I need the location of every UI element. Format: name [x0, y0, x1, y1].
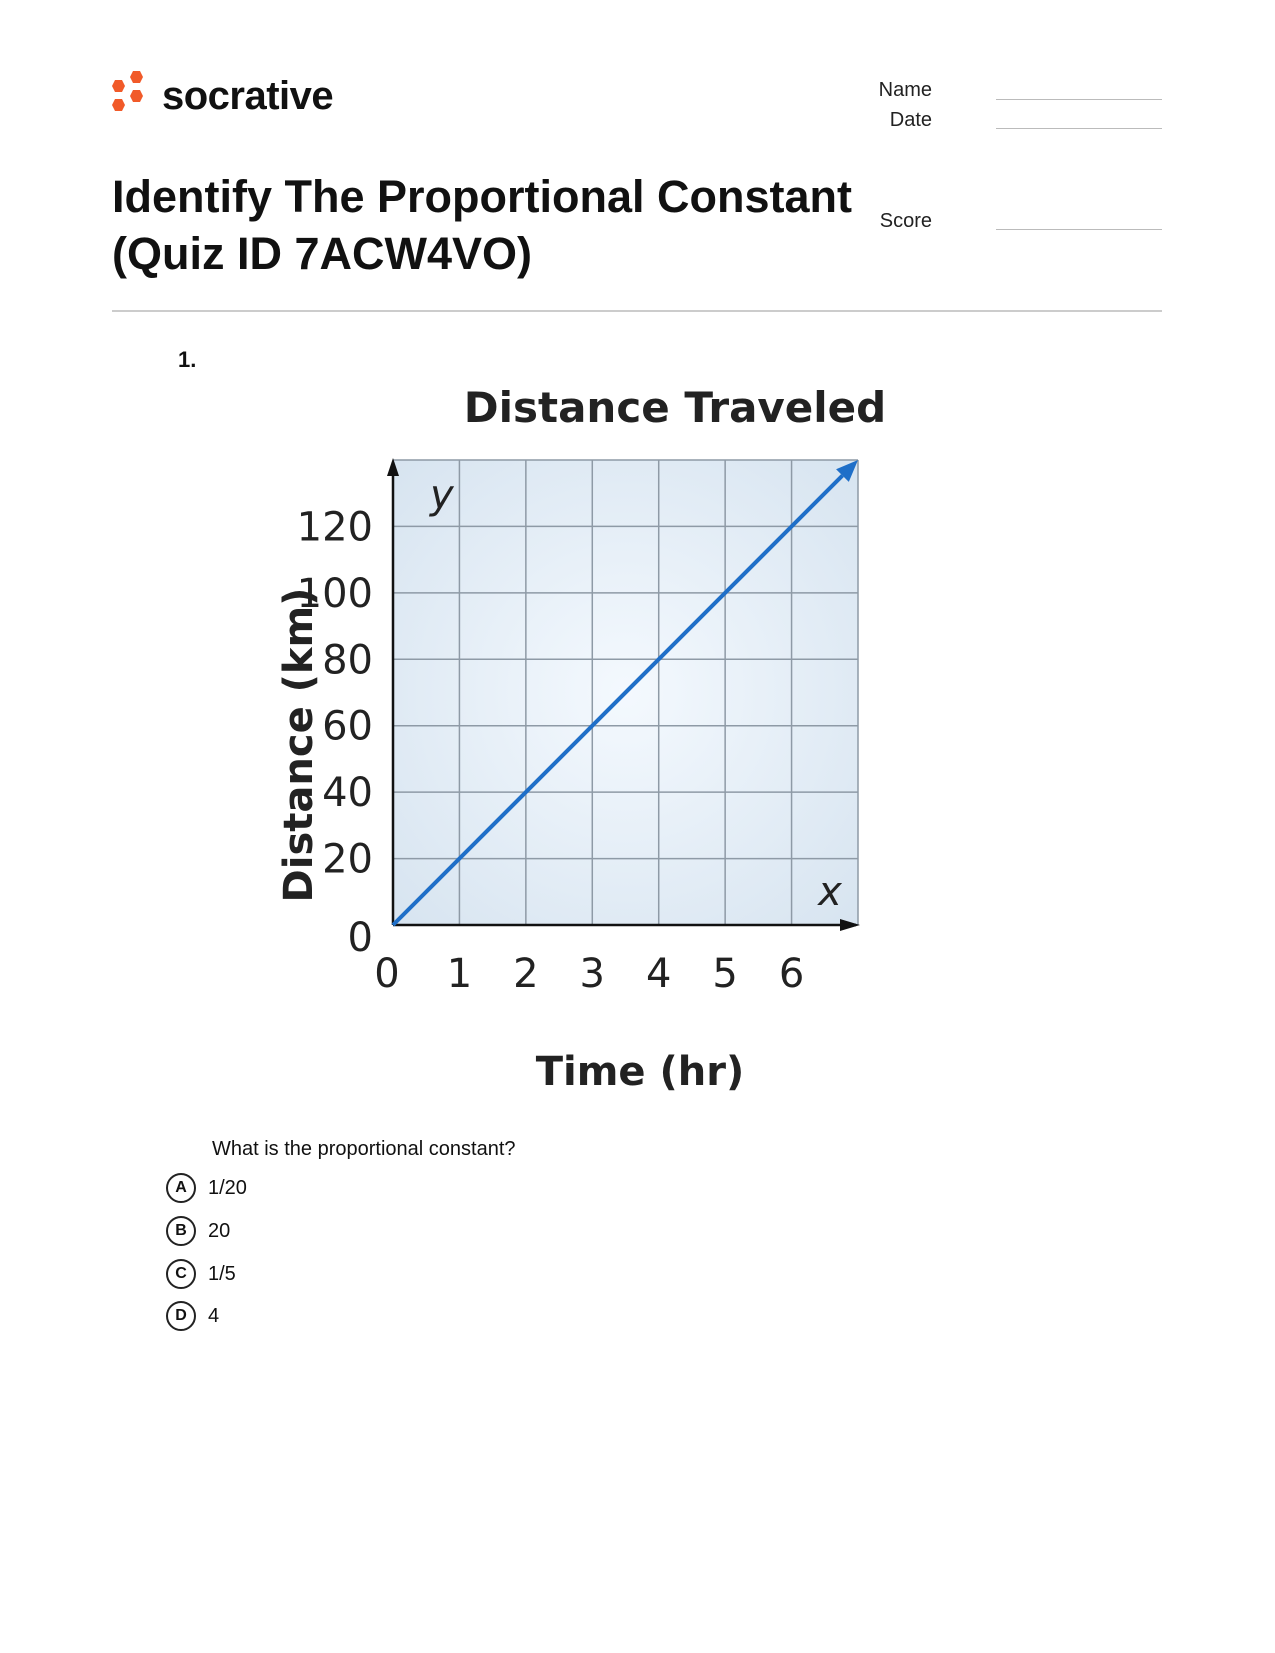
answer-option-d[interactable]	[166, 1301, 219, 1331]
option-text: 4	[208, 1304, 220, 1327]
answer-option-c[interactable]	[166, 1259, 236, 1289]
brand-name: socrative	[162, 74, 334, 118]
y-tick-label: 20	[322, 836, 373, 883]
option-text: 20	[208, 1219, 231, 1242]
answer-option-b[interactable]	[166, 1216, 230, 1246]
page-title: Identify The Proportional Constant (Quiz ID 7ACW4VO)	[112, 171, 852, 279]
y-tick-label: 120	[296, 504, 373, 551]
option-letter-bubble[interactable]: D	[166, 1301, 196, 1331]
x-tick-label: 0	[374, 951, 400, 997]
option-text: 1/5	[208, 1262, 236, 1285]
x-variable-label: x	[818, 869, 842, 915]
y-axis-label: Distance (km)	[276, 587, 322, 903]
option-letter-bubble[interactable]: A	[166, 1173, 196, 1203]
x-tick-label: 2	[513, 951, 539, 997]
date-label: Date	[889, 109, 932, 131]
y-tick-label: 60	[322, 703, 373, 750]
score-label: Score	[879, 210, 932, 232]
question-number: 1.	[178, 347, 197, 372]
question-prompt: What is the proportional constant?	[212, 1138, 516, 1160]
x-tick-label: 5	[712, 951, 738, 997]
y-tick-label: 100	[296, 570, 373, 617]
x-tick-label: 3	[579, 951, 606, 997]
logo-hexagons-icon	[106, 70, 146, 118]
y-variable-label: y	[430, 472, 454, 518]
x-tick-label: 4	[645, 951, 672, 997]
x-tick-label: 6	[778, 951, 805, 997]
y-tick-label: 40	[322, 770, 373, 817]
option-letter-bubble[interactable]: B	[166, 1216, 196, 1246]
y-tick-label: 80	[322, 637, 373, 684]
x-tick-label: 1	[446, 951, 473, 997]
y-tick-label: 0	[347, 915, 373, 961]
x-axis-label: Time (hr)	[535, 1049, 745, 1095]
header-divider	[112, 310, 1162, 312]
name-label: Name	[878, 79, 932, 101]
score-field[interactable]	[996, 229, 1162, 230]
socrative-logo	[106, 70, 146, 118]
option-text: 1/20	[208, 1176, 247, 1199]
name-field[interactable]	[996, 99, 1162, 100]
answer-option-a[interactable]	[166, 1173, 247, 1203]
chart-title: Distance Traveled	[463, 383, 887, 432]
option-letter-bubble[interactable]: C	[166, 1259, 196, 1289]
date-field[interactable]	[996, 128, 1162, 129]
distance-chart	[0, 380, 1275, 1120]
